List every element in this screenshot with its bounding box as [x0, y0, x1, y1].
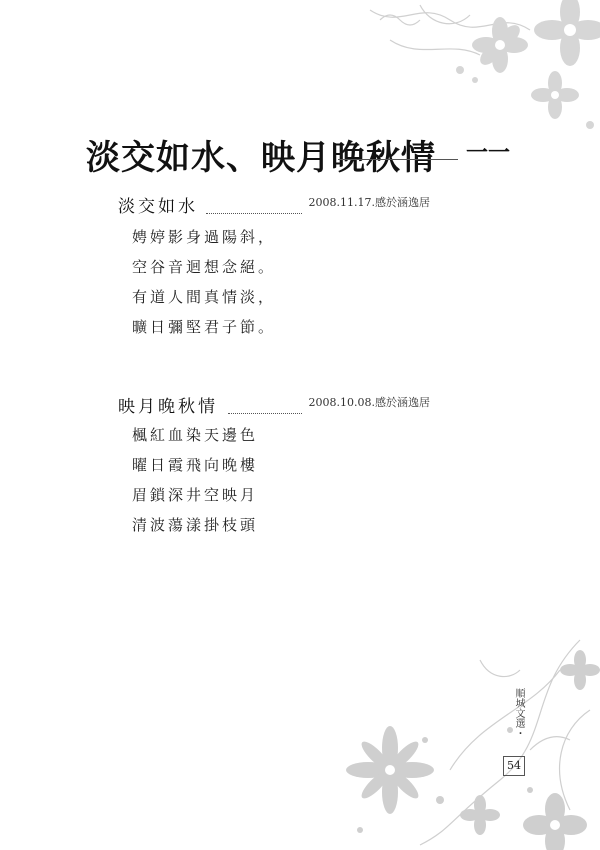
- poem-line: 楓紅血染天邊色: [132, 426, 259, 444]
- poem-line: 娉婷影身過陽斜，: [132, 228, 277, 246]
- title-rule: [338, 159, 458, 160]
- poem-line: 空谷音迴想念絕。: [132, 258, 277, 276]
- poem-line: 清波蕩漾掛枝頭: [132, 516, 259, 534]
- poem-lines: [132, 222, 276, 342]
- floral-ornament-bottom: [330, 630, 600, 850]
- poem-lines: [132, 420, 258, 540]
- section-rule: [206, 213, 302, 214]
- section-heading: [118, 192, 430, 216]
- poem-line: 曠日彌堅君子節。: [132, 318, 277, 336]
- section-rule: [228, 413, 302, 414]
- section-date-note: 2008.10.08.感於涵逸居: [308, 396, 430, 409]
- poem-line: 曜日霞飛向晚樓: [132, 456, 259, 474]
- poem-line: 有道人間真情淡，: [132, 288, 277, 306]
- book-title-label: 順城文選・: [513, 688, 524, 738]
- page-number: 54: [503, 756, 525, 776]
- poem-line: 眉鎖深井空映月: [132, 486, 259, 504]
- section-heading: [118, 392, 430, 416]
- title-mark: 一一: [466, 140, 511, 166]
- section-date-note: 2008.11.17.感於涵逸居: [308, 196, 430, 209]
- page-title: 淡交如水、映月晚秋情: [86, 138, 436, 178]
- floral-ornament-top: [360, 0, 600, 140]
- section-title: 映月晚秋情: [118, 397, 218, 417]
- section-title: 淡交如水: [118, 197, 198, 217]
